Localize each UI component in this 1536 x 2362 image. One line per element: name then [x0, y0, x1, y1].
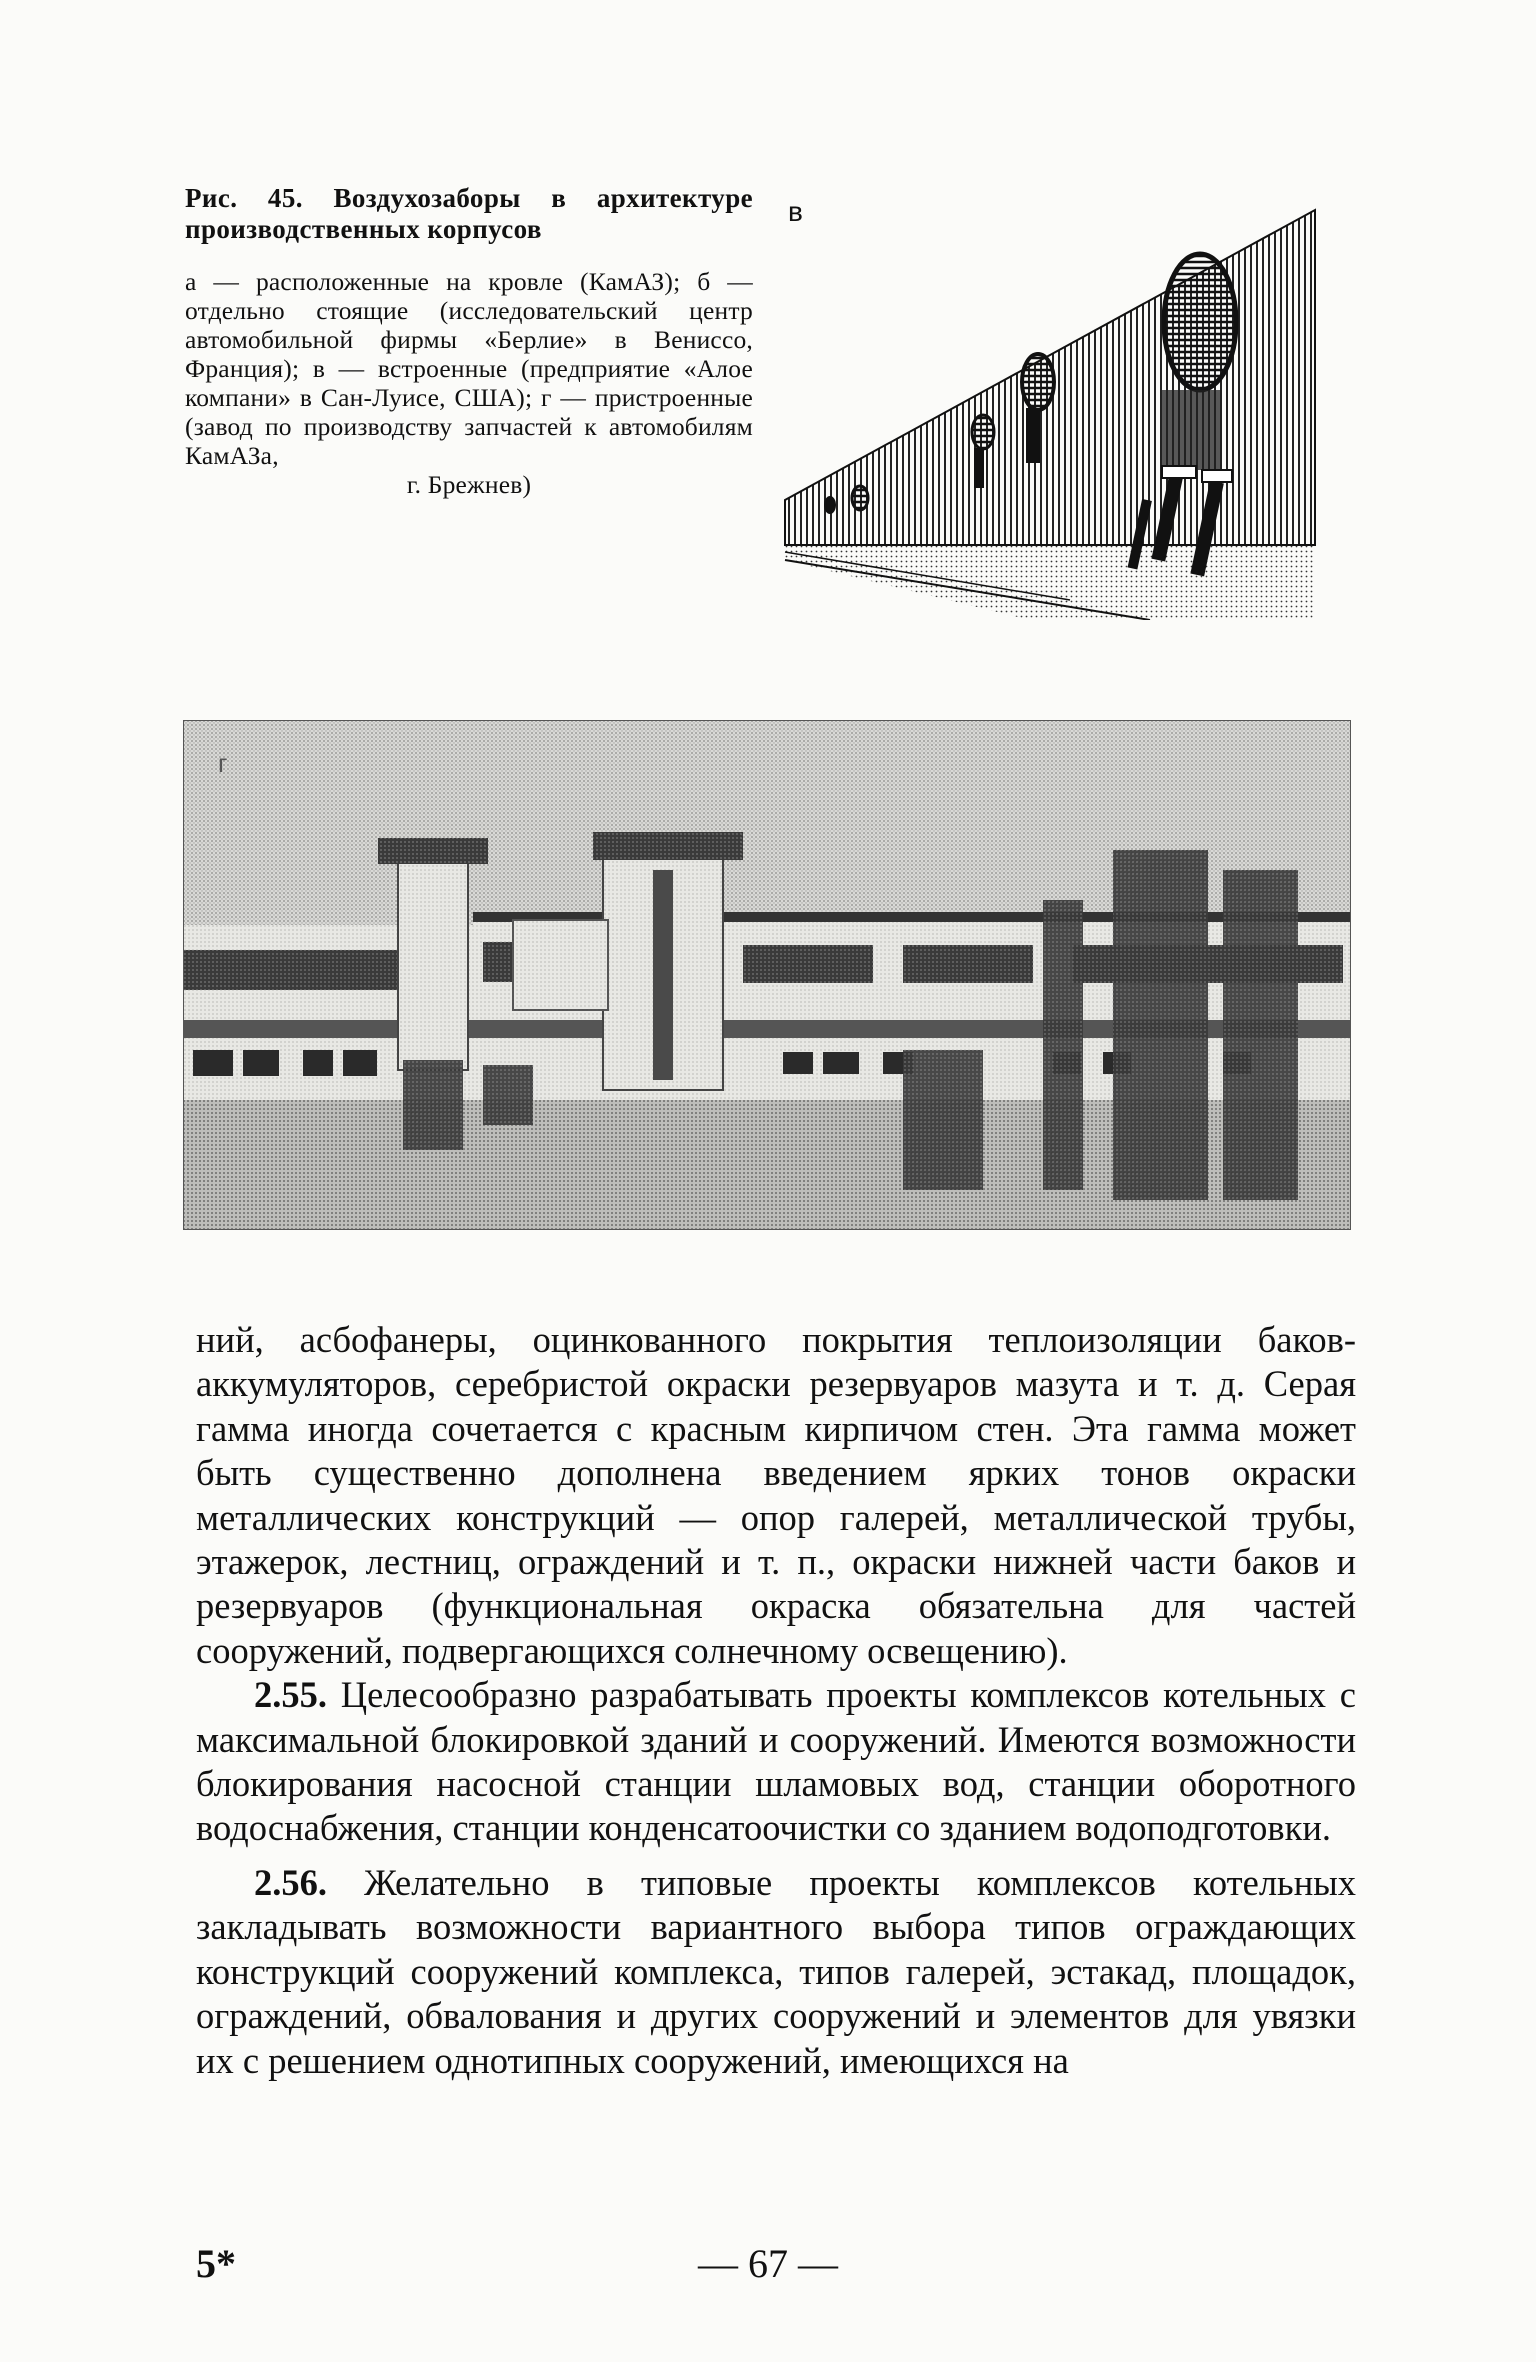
signature-mark: 5* — [196, 2241, 236, 2286]
caption-title: Рис. 45. Воздухозаборы в архитектуре производственных корпусов — [185, 183, 753, 244]
section-number-2-55: 2.55. — [254, 1674, 327, 1716]
paragraph-3-text: Желательно в типовые проекты комплексов котельных закладывать возможности вариантного выбора типов ограждающих конструкций сооружений комплекса, типов галерей, эстакад, площадок, ограждений, обвалования и других сооружений и элементов для увязки их с решением однотипных сооружений, имеющихся на — [196, 1861, 1356, 2081]
figure-caption — [185, 183, 753, 499]
section-number-2-56: 2.56. — [254, 1861, 327, 1903]
caption-body-last: г. Брежнев) — [406, 470, 532, 499]
paragraph-3 — [196, 1861, 1356, 2083]
page-number: — 67 — — [698, 2241, 838, 2286]
paragraph-2-text: Целесообразно разрабатывать проекты комплексов котельных с максимальной блокировкой зданий и сооружений. Имеются возможности блокирования насосной станции шламовых вод, станции оборотного водоснабжения, станции конденсатоочистки со зданием водоподготовки. — [196, 1674, 1356, 1849]
paragraph-2 — [196, 1673, 1356, 1851]
paragraph-1: ний, асбофанеры, оцинкованного покрытия теплоизоляции баков-аккумуляторов, серебристой окраски резервуаров мазута и т. д. Серая гамма иногда сочетается с красным кирпичом стен. Эта гамма может быть существенно дополнена введением ярких тонов окраски металлических конструкций — опор галерей, металлической трубы, этажерок, лестниц, ограждений и т. п., окраски нижней части баков и резервуаров (функциональная окраска обязательна для частей сооружений, подвергающихся солнечному освещению). — [196, 1319, 1356, 1671]
body-text — [196, 1318, 1356, 2083]
figure-v-drawing — [770, 200, 1318, 620]
caption-body-text: а — расположенные на кровле (КамАЗ); б — отдельно стоящие (исследовательский центр автомобильной фирмы «Берлие» в Венисcо, Франция); в — встроенные (предприятие «Алое компани» в Сан-Луисе, США); г — пристроенные (завод по производству запчастей к автомобилям КамАЗа, — [185, 267, 753, 470]
figure-g-label: г — [218, 748, 228, 778]
figure-v-label: в — [788, 196, 803, 227]
caption-body — [185, 267, 753, 499]
figure-g-photo — [183, 720, 1351, 1230]
